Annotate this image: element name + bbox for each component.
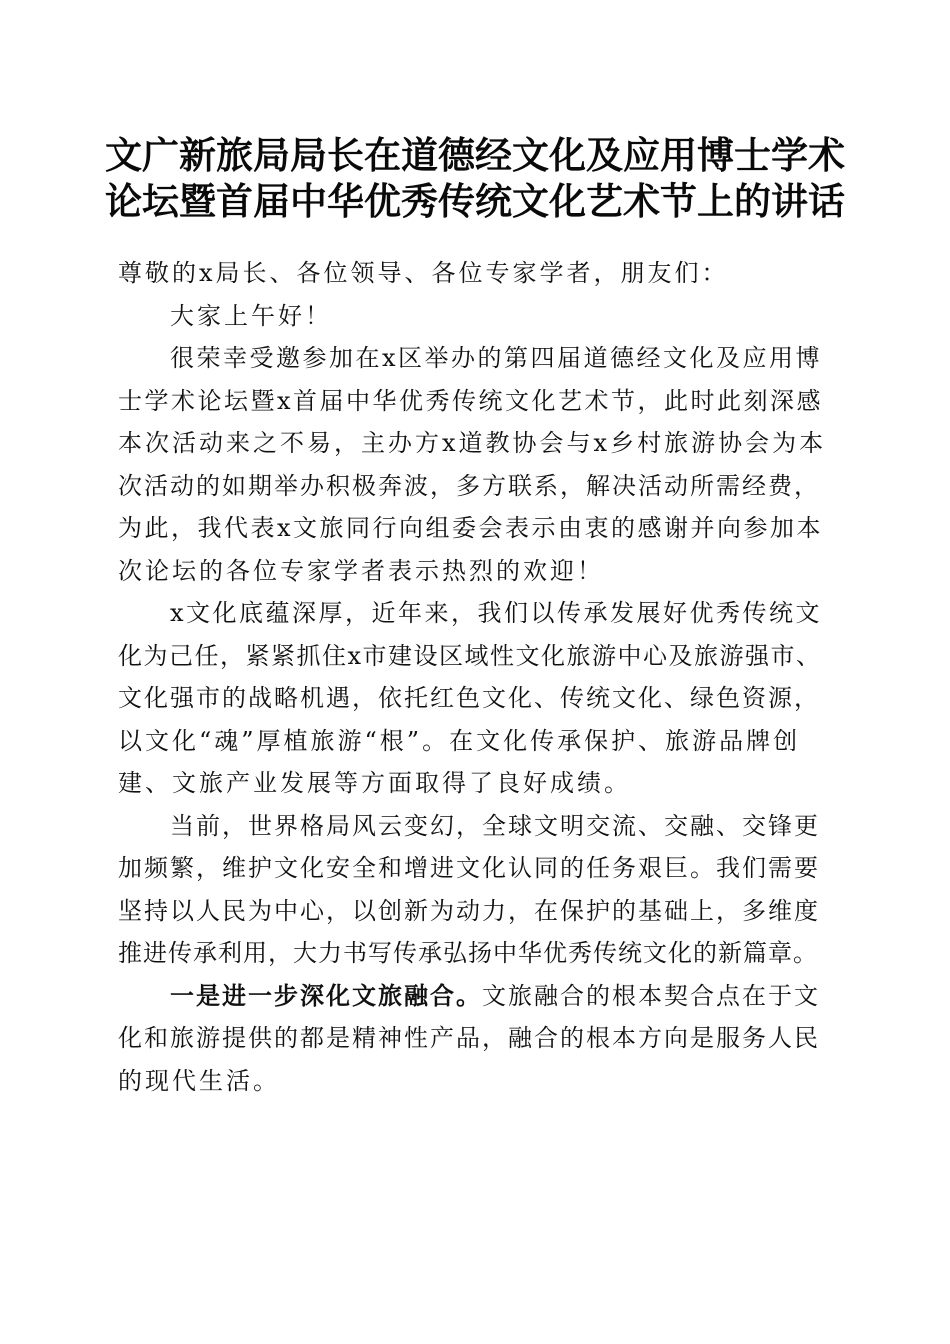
paragraph-line: 士学术论坛暨x首届中华优秀传统文化艺术节，此时此刻深感 bbox=[118, 386, 824, 415]
paragraph-line: 坚持以人民为中心，以创新为动力，在保护的基础上，多维度 bbox=[118, 896, 820, 925]
paragraph-line: x文化底蕴深厚，近年来，我们以传承发展好优秀传统文 bbox=[170, 599, 823, 627]
paragraph-line: 次论坛的各位专家学者表示热烈的欢迎！ bbox=[118, 556, 604, 585]
greeting: 大家上午好！ bbox=[170, 301, 332, 330]
paragraph-2 bbox=[118, 592, 830, 805]
paragraph-line: 的现代生活。 bbox=[118, 1066, 280, 1095]
paragraph-lead-heading: 一是进一步深化文旅融合。 bbox=[170, 980, 482, 1010]
paragraph-line: 化和旅游提供的都是精神性产品，融合的根本方向是服务人民 bbox=[118, 1024, 820, 1052]
paragraph-line-first bbox=[118, 975, 830, 1018]
paragraph-3 bbox=[118, 805, 830, 975]
title-line-2: 论坛暨首届中华优秀传统文化艺术节上的讲话 bbox=[105, 179, 845, 223]
paragraph-line: 次活动的如期举办积极奔波，多方联系，解决活动所需经费， bbox=[118, 471, 820, 500]
title-line-1: 文广新旅局局长在道德经文化及应用博士学术 bbox=[105, 133, 845, 177]
paragraph-line: 化为己任，紧紧抓住x市建设区域性文化旅游中心及旅游强市、 bbox=[118, 641, 822, 670]
document-body bbox=[118, 252, 830, 1102]
document-title bbox=[95, 132, 855, 224]
paragraph-1 bbox=[118, 337, 830, 592]
paragraph-line: 为此，我代表x文旅同行向组委会表示由衷的感谢并向参加本 bbox=[118, 514, 824, 542]
paragraph-line: 以文化“魂”厚植旅游“根”。在文化传承保护、旅游品牌创 bbox=[118, 726, 801, 755]
paragraph-line: 加频繁，维护文化安全和增进文化认同的任务艰巨。我们需要 bbox=[118, 854, 820, 882]
paragraph-line: 推进传承利用，大力书写传承弘扬中华优秀传统文化的新篇章。 bbox=[118, 939, 818, 967]
paragraph-line: 当前，世界格局风云变幻，全球文明交流、交融、交锋更 bbox=[170, 811, 820, 840]
paragraph-line: 文化强市的战略机遇，依托红色文化、传统文化、绿色资源， bbox=[118, 684, 820, 712]
salutation: 尊敬的x局长、各位领导、各位专家学者，朋友们： bbox=[118, 259, 729, 287]
paragraph-line: 很荣幸受邀参加在x区举办的第四届道德经文化及应用博 bbox=[170, 344, 823, 372]
paragraph-4 bbox=[118, 975, 830, 1103]
paragraph-line: 本次活动来之不易，主办方x道教协会与x乡村旅游协会为本 bbox=[118, 429, 827, 457]
paragraph-line-rest: 文旅融合的根本契合点在于文 bbox=[482, 981, 820, 1010]
paragraph-line: 建、文旅产业发展等方面取得了良好成绩。 bbox=[118, 769, 631, 797]
